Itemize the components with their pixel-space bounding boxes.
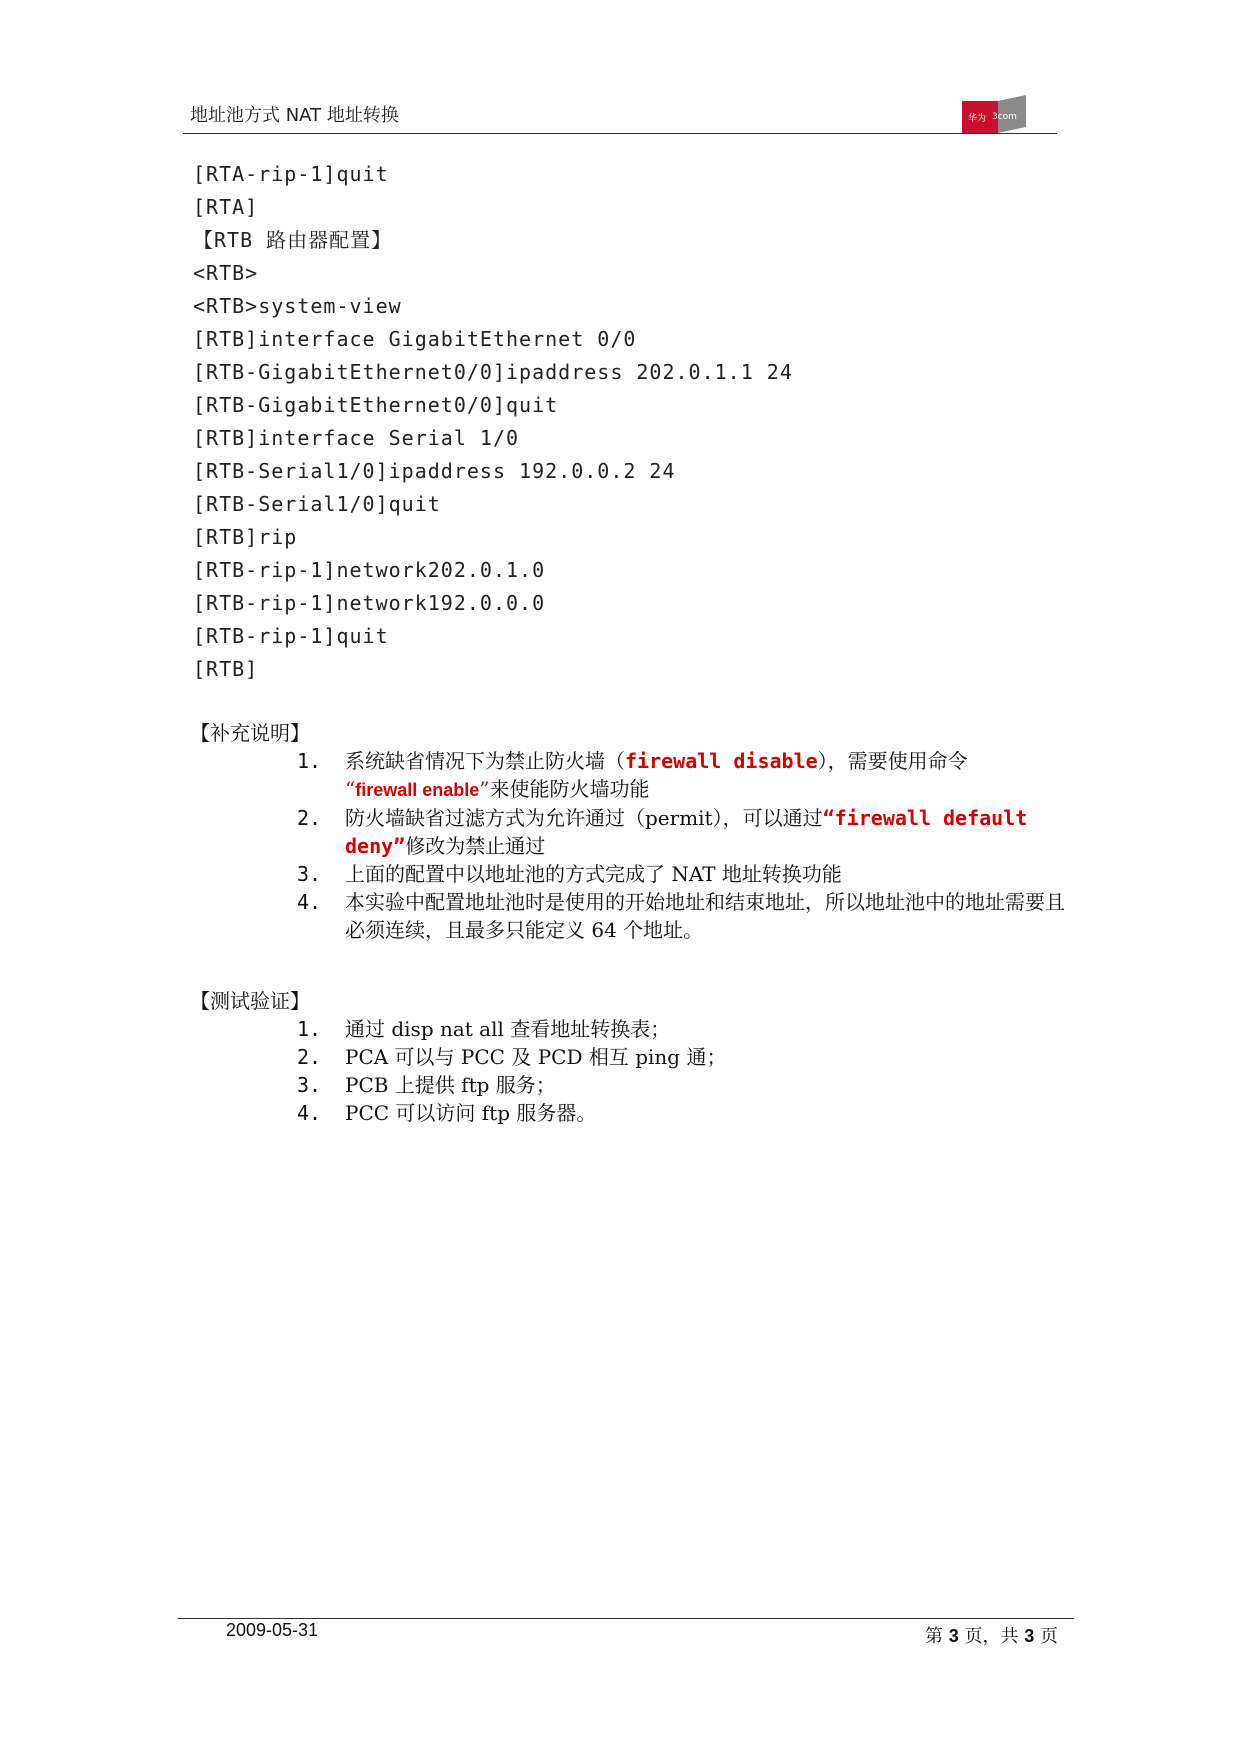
list-item [297,1043,1067,1071]
page-prefix: 第 [925,1626,944,1647]
code-line: [RTB]interface GigabitEthernet 0/0 [193,327,637,351]
quote-close: ” [479,777,490,801]
list-item [297,888,1067,944]
item-text: 通过 disp nat all 查看地址转换表； [345,1017,671,1041]
code-line: [RTB]interface Serial 1/0 [193,426,520,450]
list-number: 3. [297,1073,322,1097]
list-item [297,860,1067,888]
list-number: 4. [297,890,322,914]
list-item [297,1015,1067,1043]
list-number: 1. [297,1017,322,1041]
code-line: [RTB-rip-1]network202.0.1.0 [193,558,546,582]
code-line: 【RTB 路由器配置】 [193,228,393,252]
list-item [297,1071,1067,1099]
list-item [297,1099,1067,1127]
list-number: 4. [297,1101,322,1125]
code-line: [RTB-rip-1]quit [193,624,389,648]
page-current: 3 [948,1626,959,1646]
code-line: [RTA] [193,195,259,219]
item-text: 本实验中配置地址池时是使用的开始地址和结束地址，所以地址池中的地址需要且必须连续，且最多只能定义 64 个地址。 [345,890,1065,942]
command-firewall-enable: firewall enable [355,780,480,800]
code-line: [RTB-GigabitEthernet0/0]ipaddress 202.0.1.1 24 [193,360,793,384]
item-text: 上面的配置中以地址池的方式完成了 NAT 地址转换功能 [345,862,842,886]
page-total: 3 [1024,1626,1035,1646]
huawei-3com-logo [962,95,1026,133]
item-text: 防火墙缺省过滤方式为允许通过（permit），可以通过 [345,806,823,830]
code-line: [RTA-rip-1]quit [193,162,389,186]
code-line: [RTB-Serial1/0]quit [193,492,441,516]
code-line: [RTB-rip-1]network192.0.0.0 [193,591,546,615]
item-text: PCC 可以访问 ftp 服务器。 [345,1101,597,1125]
test-list [297,1015,1067,1127]
page-suffix: 页 [1040,1626,1058,1647]
svg-text:3com: 3com [992,112,1017,122]
list-number: 1. [297,749,322,773]
list-number: 2. [297,806,322,830]
list-number: 3. [297,862,322,886]
header-divider [183,133,1057,134]
item-text: 系统缺省情况下为禁止防火墙（ [345,749,625,773]
list-number: 2. [297,1045,322,1069]
code-line: [RTB] [193,657,259,681]
code-line: <RTB> [193,261,259,285]
list-item [297,747,1067,804]
supplement-section-title: 【补充说明】 [190,721,310,745]
code-line: [RTB-Serial1/0]ipaddress 192.0.0.2 24 [193,459,676,483]
page-number [925,1622,1058,1648]
list-item [297,804,1067,860]
config-code-block [193,158,793,686]
item-text: ），需要使用命令 [817,749,968,773]
code-line: [RTB]rip [193,525,298,549]
command-firewall-disable: firewall disable [625,749,818,773]
item-text: PCA 可以与 PCC 及 PCD 相互 ping 通； [345,1045,727,1069]
test-section-title: 【测试验证】 [190,989,310,1013]
code-line: [RTB-GigabitEthernet0/0]quit [193,393,559,417]
command-firewall-default-deny: “firewall default deny” [345,806,1028,858]
code-line: <RTB>system-view [193,294,402,318]
supplement-list [297,747,1067,944]
quote-open: “ [345,777,356,801]
footer-divider [178,1618,1074,1619]
item-text: PCB 上提供 ftp 服务； [345,1073,556,1097]
svg-text:华为: 华为 [968,114,987,124]
item-text: 来使能防火墙功能 [489,777,650,801]
document-header-title: 地址池方式 NAT 地址转换 [190,105,399,126]
page-middle: 页，共 [964,1626,1019,1647]
item-text: 修改为禁止通过 [405,834,546,858]
footer-date: 2009-05-31 [226,1620,319,1640]
